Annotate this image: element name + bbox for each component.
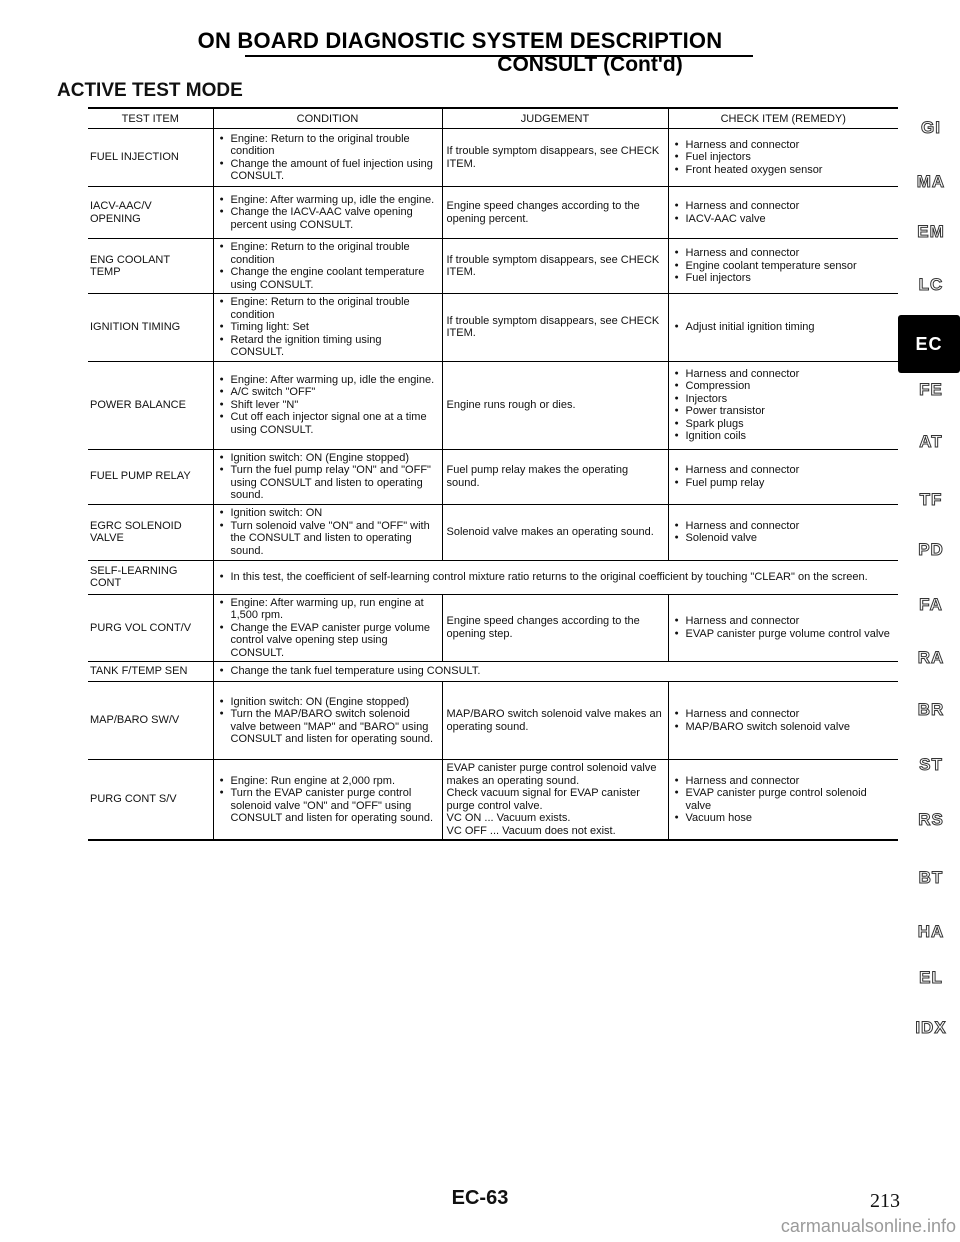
check-item-list <box>673 520 895 545</box>
table-row <box>88 449 898 504</box>
condition-bullet: ● Change the amount of fuel injection using CONSULT. <box>218 158 438 183</box>
test-item-cell: IACV-AAC/V OPENING <box>88 187 213 239</box>
condition-cell <box>213 760 442 841</box>
check-item-cell <box>668 594 898 662</box>
check-item-bullet: ● Solenoid valve <box>673 532 895 545</box>
section-tab-at[interactable]: AT <box>919 432 943 451</box>
condition-list <box>218 133 438 183</box>
test-item-cell: PURG VOL CONT/V <box>88 594 213 662</box>
condition-span-cell <box>213 560 898 594</box>
condition-cell <box>213 449 442 504</box>
test-item-cell: FUEL INJECTION <box>88 129 213 187</box>
check-item-list <box>673 775 895 825</box>
section-tab-idx[interactable]: IDX <box>915 1018 947 1037</box>
condition-cell <box>213 504 442 560</box>
check-item-bullet: ● Front heated oxygen sensor <box>673 164 895 177</box>
condition-cell <box>213 361 442 449</box>
condition-bullet: ● Timing light: Set <box>218 321 438 334</box>
check-item-bullet: ● EVAP canister purge volume control valve <box>673 628 895 641</box>
condition-cell <box>213 239 442 294</box>
test-item-cell: IGNITION TIMING <box>88 294 213 362</box>
page-subtitle: CONSULT (Cont'd) <box>497 53 683 76</box>
condition-list <box>218 241 438 291</box>
judgement-cell: Engine runs rough or dies. <box>442 361 668 449</box>
check-item-cell <box>668 294 898 362</box>
judgement-cell: Fuel pump relay makes the operating sound. <box>442 449 668 504</box>
condition-bullet: ● Change the engine coolant temperature using CONSULT. <box>218 266 438 291</box>
judgement-cell: If trouble symptom disappears, see CHECK ITEM. <box>442 129 668 187</box>
condition-bullet: ● Engine: Return to the original trouble condition <box>218 296 438 321</box>
check-item-bullet: ● Fuel injectors <box>673 151 895 164</box>
table-row <box>88 760 898 841</box>
check-item-bullet: ● MAP/BARO switch solenoid valve <box>673 721 895 734</box>
judgement-cell: Solenoid valve makes an operating sound. <box>442 504 668 560</box>
active-test-table <box>88 107 898 841</box>
condition-bullet: ● Engine: After warming up, run engine at 1,500 rpm. <box>218 597 438 622</box>
table-row <box>88 187 898 239</box>
test-item-cell: PURG CONT S/V <box>88 760 213 841</box>
check-item-bullet: ● Harness and connector <box>673 520 895 533</box>
table-row <box>88 662 898 682</box>
table-row <box>88 504 898 560</box>
section-tab-ma[interactable]: MA <box>916 172 946 191</box>
section-heading: ACTIVE TEST MODE <box>57 80 243 101</box>
judgement-cell: EVAP canister purge control solenoid valve makes an operating sound. Check vacuum signal for EVAP canister purge control valve. VC ON ... Vacuum exists. VC OFF ... Vacuum does not exist. <box>442 760 668 841</box>
check-item-cell <box>668 239 898 294</box>
table-row <box>88 129 898 187</box>
condition-list <box>218 374 438 437</box>
condition-bullet: ● In this test, the coefficient of self-learning control mixture ratio returns to the original coefficient by touching "CLEAR" on the screen. <box>218 571 895 584</box>
check-item-bullet: ● Harness and connector <box>673 615 895 628</box>
column-header-condition: CONDITION <box>213 108 442 129</box>
table-row <box>88 560 898 594</box>
condition-bullet: ● Change the IACV-AAC valve opening percent using CONSULT. <box>218 206 438 231</box>
judgement-cell: Engine speed changes according to the opening percent. <box>442 187 668 239</box>
column-header-judgement: JUDGEMENT <box>442 108 668 129</box>
check-item-bullet: ● Harness and connector <box>673 139 895 152</box>
condition-bullet: ● Engine: Return to the original trouble condition <box>218 241 438 266</box>
section-tab-fa[interactable]: FA <box>919 595 943 614</box>
section-tab-tf[interactable]: TF <box>919 490 943 509</box>
check-item-cell <box>668 187 898 239</box>
condition-list <box>218 507 438 557</box>
check-item-bullet: ● Adjust initial ignition timing <box>673 321 895 334</box>
check-item-bullet: ● Power transistor <box>673 405 895 418</box>
condition-list <box>218 194 438 232</box>
condition-bullet: ● Ignition switch: ON (Engine stopped) <box>218 452 438 465</box>
condition-cell <box>213 294 442 362</box>
check-item-bullet: ● Compression <box>673 380 895 393</box>
check-item-bullet: ● EVAP canister purge control solenoid valve <box>673 787 895 812</box>
table-body <box>88 129 898 841</box>
section-tab-fe[interactable]: FE <box>919 380 943 399</box>
section-tab-ha[interactable]: HA <box>917 922 945 941</box>
check-item-bullet: ● Harness and connector <box>673 247 895 260</box>
column-header-test-item: TEST ITEM <box>88 108 213 129</box>
section-tab-bt[interactable]: BT <box>918 868 944 887</box>
table-row <box>88 361 898 449</box>
condition-list <box>218 571 895 584</box>
condition-bullet: ● Ignition switch: ON (Engine stopped) <box>218 696 438 709</box>
condition-bullet: ● Turn solenoid valve "ON" and "OFF" with the CONSULT and listen to operating sound. <box>218 520 438 558</box>
section-tab-st[interactable]: ST <box>919 755 943 774</box>
table-row <box>88 594 898 662</box>
condition-bullet: ● Engine: After warming up, idle the engine. <box>218 194 438 207</box>
check-item-bullet: ● Harness and connector <box>673 368 895 381</box>
check-item-bullet: ● Harness and connector <box>673 200 895 213</box>
condition-list <box>218 696 438 746</box>
check-item-bullet: ● Harness and connector <box>673 708 895 721</box>
table-row <box>88 682 898 760</box>
condition-bullet: ● Shift lever "N" <box>218 399 438 412</box>
section-tab-el[interactable]: EL <box>919 968 943 987</box>
section-tab-pd[interactable]: PD <box>918 540 944 559</box>
section-tab-br[interactable]: BR <box>917 700 945 719</box>
section-tab-ra[interactable]: RA <box>917 648 945 667</box>
condition-list <box>218 452 438 502</box>
check-item-list <box>673 200 895 225</box>
test-item-cell: ENG COOLANT TEMP <box>88 239 213 294</box>
condition-bullet: ● Engine: Return to the original trouble condition <box>218 133 438 158</box>
condition-bullet: ● A/C switch "OFF" <box>218 386 438 399</box>
check-item-cell <box>668 760 898 841</box>
check-item-list <box>673 321 895 334</box>
table-row <box>88 239 898 294</box>
condition-bullet: ● Retard the ignition timing using CONSULT. <box>218 334 438 359</box>
condition-bullet: ● Change the tank fuel temperature using CONSULT. <box>218 665 895 678</box>
condition-list <box>218 775 438 825</box>
condition-list <box>218 665 895 678</box>
check-item-list <box>673 708 895 733</box>
check-item-cell <box>668 129 898 187</box>
check-item-bullet: ● Harness and connector <box>673 464 895 477</box>
judgement-cell: Engine speed changes according to the opening step. <box>442 594 668 662</box>
test-item-cell: SELF-LEARNING CONT <box>88 560 213 594</box>
section-tab-lc[interactable]: LC <box>918 275 944 294</box>
test-item-cell: MAP/BARO SW/V <box>88 682 213 760</box>
check-item-bullet: ● Spark plugs <box>673 418 895 431</box>
check-item-bullet: ● Ignition coils <box>673 430 895 443</box>
condition-bullet: ● Cut off each injector signal one at a time using CONSULT. <box>218 411 438 436</box>
table-header-row <box>88 108 898 129</box>
check-item-list <box>673 247 895 285</box>
judgement-cell: If trouble symptom disappears, see CHECK ITEM. <box>442 239 668 294</box>
condition-cell <box>213 187 442 239</box>
test-item-cell: TANK F/TEMP SEN <box>88 662 213 682</box>
check-item-list <box>673 139 895 177</box>
check-item-cell <box>668 504 898 560</box>
condition-cell <box>213 594 442 662</box>
page-title: ON BOARD DIAGNOSTIC SYSTEM DESCRIPTION <box>197 28 723 53</box>
check-item-bullet: ● IACV-AAC valve <box>673 213 895 226</box>
check-item-bullet: ● Fuel pump relay <box>673 477 895 490</box>
check-item-bullet: ● Fuel injectors <box>673 272 895 285</box>
test-item-cell: POWER BALANCE <box>88 361 213 449</box>
condition-bullet: ● Change the EVAP canister purge volume control valve opening step using CONSULT. <box>218 622 438 660</box>
condition-list <box>218 597 438 660</box>
page-number: 213 <box>870 1190 900 1212</box>
check-item-list <box>673 615 895 640</box>
test-item-cell: FUEL PUMP RELAY <box>88 449 213 504</box>
condition-bullet: ● Turn the MAP/BARO switch solenoid valve between "MAP" and "BARO" using CONSULT and listen for operating sound. <box>218 708 438 746</box>
section-tab-rs[interactable]: RS <box>918 810 944 829</box>
condition-bullet: ● Ignition switch: ON <box>218 507 438 520</box>
condition-cell <box>213 129 442 187</box>
section-tab-ec[interactable]: EC <box>898 315 960 373</box>
section-tab-em[interactable]: EM <box>917 222 945 241</box>
check-item-bullet: ● Vacuum hose <box>673 812 895 825</box>
page-code: EC-63 <box>451 1187 509 1209</box>
check-item-bullet: ● Engine coolant temperature sensor <box>673 260 895 273</box>
condition-bullet: ● Engine: Run engine at 2,000 rpm. <box>218 775 438 788</box>
column-header-check-item: CHECK ITEM (REMEDY) <box>668 108 898 129</box>
check-item-cell <box>668 682 898 760</box>
condition-list <box>218 296 438 359</box>
condition-span-cell <box>213 662 898 682</box>
watermark: carmanualsonline.info <box>780 1216 956 1236</box>
check-item-list <box>673 464 895 489</box>
condition-cell <box>213 682 442 760</box>
judgement-cell: If trouble symptom disappears, see CHECK ITEM. <box>442 294 668 362</box>
condition-bullet: ● Turn the fuel pump relay "ON" and "OFF" using CONSULT and listen to operating sound. <box>218 464 438 502</box>
condition-bullet: ● Engine: After warming up, idle the engine. <box>218 374 438 387</box>
check-item-cell <box>668 361 898 449</box>
table-row <box>88 294 898 362</box>
check-item-cell <box>668 449 898 504</box>
condition-bullet: ● Turn the EVAP canister purge control solenoid valve "ON" and "OFF" using CONSULT and listen for operating sound. <box>218 787 438 825</box>
judgement-cell: MAP/BARO switch solenoid valve makes an operating sound. <box>442 682 668 760</box>
check-item-bullet: ● Harness and connector <box>673 775 895 788</box>
section-tab-gi[interactable]: GI <box>921 118 941 137</box>
test-item-cell: EGRC SOLENOID VALVE <box>88 504 213 560</box>
check-item-list <box>673 368 895 443</box>
check-item-bullet: ● Injectors <box>673 393 895 406</box>
